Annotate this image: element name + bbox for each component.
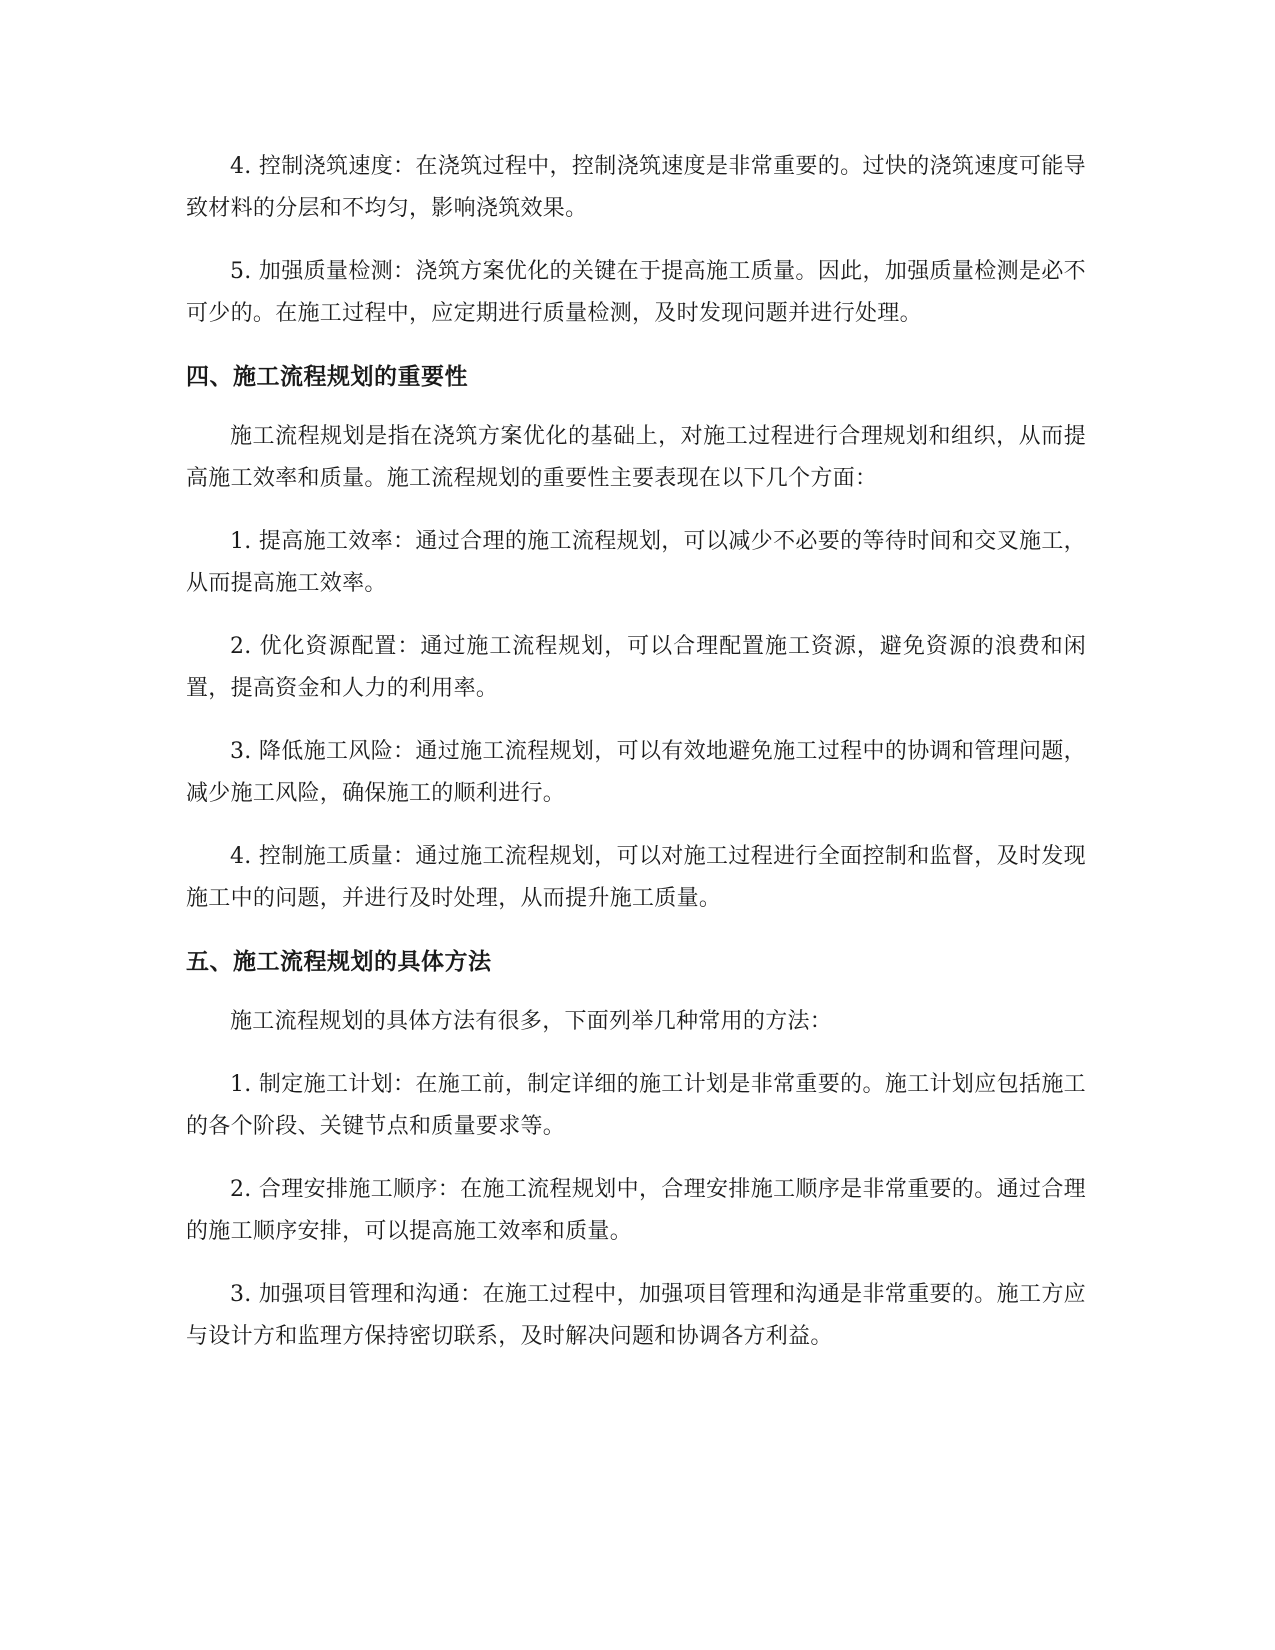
paragraph-method-1: 1. 制定施工计划：在施工前，制定详细的施工计划是非常重要的。施工计划应包括施工的各个阶段、关键节点和质量要求等。 [186, 1072, 1086, 1139]
paragraph-method-2: 2. 合理安排施工顺序：在施工流程规划中，合理安排施工顺序是非常重要的。通过合理的施工顺序安排，可以提高施工效率和质量。 [186, 1177, 1086, 1244]
paragraph-item-5-quality-inspection: 5. 加强质量检测：浇筑方案优化的关键在于提高施工质量。因此，加强质量检测是必不可少的。在施工过程中，应定期进行质量检测，及时发现问题并进行处理。 [186, 259, 1086, 326]
paragraph-importance-2: 2. 优化资源配置：通过施工流程规划，可以合理配置施工资源，避免资源的浪费和闲置，提高资金和人力的利用率。 [186, 634, 1086, 701]
document-page [186, 146, 1086, 1379]
paragraph-method-3: 3. 加强项目管理和沟通：在施工过程中，加强项目管理和沟通是非常重要的。施工方应与设计方和监理方保持密切联系，及时解决问题和协调各方利益。 [186, 1282, 1086, 1349]
paragraph-importance-1: 1. 提高施工效率：通过合理的施工流程规划，可以减少不必要的等待时间和交叉施工，从而提高施工效率。 [186, 529, 1086, 596]
section-heading-4: 四、施工流程规划的重要性 [186, 364, 468, 390]
paragraph-process-planning-intro: 施工流程规划是指在浇筑方案优化的基础上，对施工过程进行合理规划和组织，从而提高施工效率和质量。施工流程规划的重要性主要表现在以下几个方面： [186, 424, 1086, 491]
paragraph-importance-3: 3. 降低施工风险：通过施工流程规划，可以有效地避免施工过程中的协调和管理问题，减少施工风险，确保施工的顺利进行。 [186, 739, 1086, 806]
paragraph-methods-intro: 施工流程规划的具体方法有很多，下面列举几种常用的方法： [230, 1009, 833, 1034]
section-heading-5: 五、施工流程规划的具体方法 [186, 949, 492, 975]
paragraph-importance-4: 4. 控制施工质量：通过施工流程规划，可以对施工过程进行全面控制和监督，及时发现施工中的问题，并进行及时处理，从而提升施工质量。 [186, 844, 1086, 911]
paragraph-item-4-pouring-speed: 4. 控制浇筑速度：在浇筑过程中，控制浇筑速度是非常重要的。过快的浇筑速度可能导致材料的分层和不均匀，影响浇筑效果。 [186, 154, 1086, 221]
